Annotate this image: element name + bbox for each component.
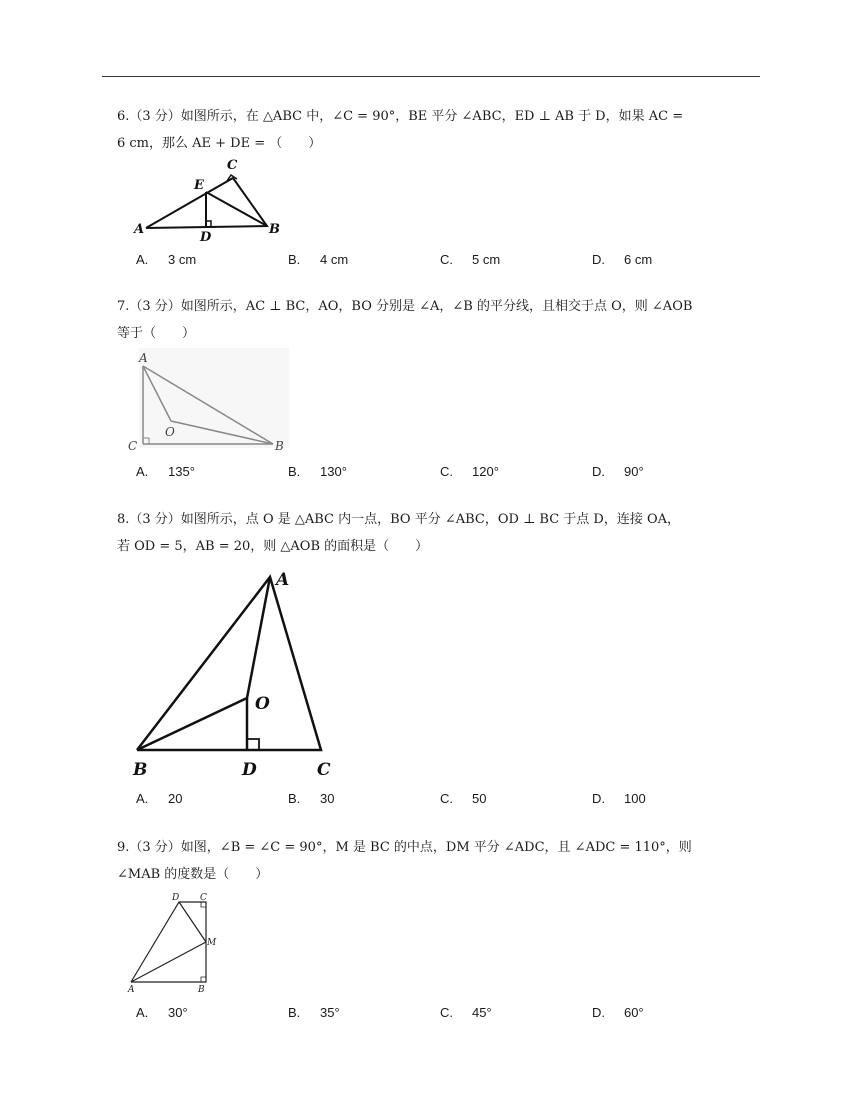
option-text: 30° (168, 1005, 188, 1020)
question-8-option-b[interactable] (288, 791, 334, 806)
q6-label-d: D (200, 230, 212, 245)
question-9-stem-line1: 9.（3 分）如图，∠B = ∠C = 90°，M 是 BC 的中点，DM 平分 ∠ADC，且 ∠ADC = 110°，则 (117, 840, 692, 855)
option-label: D. (592, 1005, 605, 1020)
question-9-option-c[interactable] (440, 1005, 492, 1020)
q6-label-b: B (269, 222, 280, 237)
question-9-stem-line2: ∠MAB 的度数是（ ） (117, 867, 269, 882)
question-7-option-a[interactable] (136, 464, 195, 479)
option-label: D. (592, 464, 605, 479)
option-label: C. (440, 1005, 453, 1020)
question-9-option-a[interactable] (136, 1005, 188, 1020)
option-text: 50 (472, 791, 487, 806)
option-text: 30 (320, 791, 335, 806)
option-label: A. (136, 791, 149, 806)
question-7-stem-line2: 等于（ ） (117, 326, 196, 341)
q8-label-c: C (317, 760, 331, 780)
option-text: 100 (624, 791, 646, 806)
question-6-stem-line2: 6 cm，那么 AE + DE = （ ） (117, 136, 322, 151)
q9-label-c: C (200, 893, 207, 903)
option-text: 4 cm (320, 252, 349, 267)
question-8-option-c[interactable] (440, 791, 486, 806)
question-7-option-c[interactable] (440, 464, 499, 479)
question-6-option-b[interactable] (288, 252, 348, 267)
question-7-figure (125, 348, 295, 458)
option-text: 90° (624, 464, 644, 479)
option-label: C. (440, 464, 453, 479)
option-text: 35° (320, 1005, 340, 1020)
q7-label-c: C (128, 439, 138, 453)
option-label: B. (288, 252, 301, 267)
q6-label-c: C (227, 158, 238, 173)
option-label: C. (440, 791, 453, 806)
q9-label-m: M (207, 938, 217, 948)
question-6-stem-line1: 6.（3 分）如图所示，在 △ABC 中，∠C = 90°，BE 平分 ∠ABC，ED ⊥ AB 于 D，如果 AC = (117, 109, 684, 124)
option-text: 60° (624, 1005, 644, 1020)
option-text: 45° (472, 1005, 492, 1020)
question-8-option-d[interactable] (592, 791, 646, 806)
option-label: A. (136, 464, 149, 479)
q7-label-o: O (165, 425, 175, 439)
q8-label-a: A (276, 570, 290, 590)
option-text: 20 (168, 791, 183, 806)
question-8-option-a[interactable] (136, 791, 182, 806)
question-7-stem-line1: 7.（3 分）如图所示，AC ⊥ BC，AO，BO 分别是 ∠A，∠B 的平分线，且相交于点 O，则 ∠AOB (117, 299, 693, 314)
q7-label-b: B (275, 439, 284, 453)
question-6-option-d[interactable] (592, 252, 652, 267)
header-rule (102, 76, 760, 77)
question-8-stem-line2: 若 OD = 5，AB = 20，则 △AOB 的面积是（ ） (117, 539, 429, 554)
q8-label-b: B (133, 760, 148, 780)
option-text: 135° (168, 464, 195, 479)
q7-label-a: A (139, 351, 148, 365)
option-label: D. (592, 252, 605, 267)
q6-label-e: E (194, 178, 204, 193)
option-text: 6 cm (624, 252, 653, 267)
option-label: B. (288, 464, 301, 479)
question-7-option-b[interactable] (288, 464, 347, 479)
option-text: 130° (320, 464, 347, 479)
question-9-option-d[interactable] (592, 1005, 644, 1020)
option-label: C. (440, 252, 453, 267)
question-7-option-d[interactable] (592, 464, 644, 479)
question-8-stem-line1: 8.（3 分）如图所示，点 O 是 △ABC 内一点，BO 平分 ∠ABC，OD ⊥ BC 于点 D，连接 OA， (117, 512, 681, 527)
question-8-figure (130, 565, 350, 785)
option-text: 120° (472, 464, 499, 479)
option-label: B. (288, 1005, 301, 1020)
option-label: A. (136, 1005, 149, 1020)
question-9-figure (126, 890, 226, 1000)
question-6-option-a[interactable] (136, 252, 196, 267)
question-6-figure (130, 155, 290, 245)
q9-label-d: D (172, 893, 180, 903)
q8-label-d: D (242, 760, 257, 780)
option-label: D. (592, 791, 605, 806)
q9-label-b: B (198, 985, 205, 995)
option-label: B. (288, 791, 301, 806)
q6-label-a: A (134, 222, 145, 237)
q9-label-a: A (128, 985, 135, 995)
question-9-option-b[interactable] (288, 1005, 340, 1020)
option-label: A. (136, 252, 149, 267)
question-6-option-c[interactable] (440, 252, 500, 267)
option-text: 5 cm (472, 252, 501, 267)
q8-label-o: O (255, 694, 270, 714)
option-text: 3 cm (168, 252, 197, 267)
